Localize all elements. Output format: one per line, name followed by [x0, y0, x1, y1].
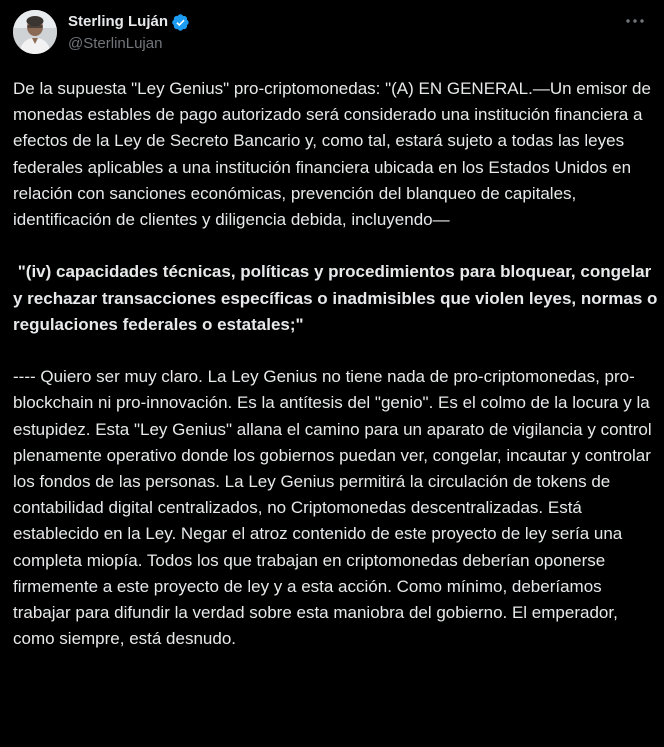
more-dots-icon: [625, 18, 645, 24]
more-options-button[interactable]: [624, 10, 646, 32]
author-display-name[interactable]: Sterling Luján: [68, 13, 169, 30]
author-handle[interactable]: @SterlinLujan: [68, 35, 163, 52]
tweet-header: [13, 10, 651, 58]
avatar[interactable]: [13, 10, 57, 54]
verified-badge-icon[interactable]: [171, 13, 190, 32]
name-row: [68, 12, 190, 32]
tweet-text: [13, 76, 663, 652]
tweet-paragraph-3: ---- Quiero ser muy claro. La Ley Genius no tiene nada de pro-criptomonedas, pro-blockchain ni pro-innovación. Es la antítesis del "genio". Es el colmo de la locura y la estupidez. Esta "Ley Genius" allana el camino para un aparato de vigilancia y control plenamente operativo donde los gobiernos puedan ver, congelar, incautar y controlar los fondos de las personas. La Ley Genius permitirá la circulación de tokens de contabilidad digital centralizados, no Criptomonedas descentralizadas. Está establecido en la Ley. Negar el atroz contenido de este proyecto de ley sería una completa miopía. Todos los que trabajan en criptomonedas deberían oponerse firmemente a este proyecto de ley y a esta acción. Como mínimo, deberíamos trabajar para difundir la verdad sobre esta maniobra del gobierno. El emperador, como siempre, está desnudo.: [13, 367, 652, 649]
tweet-paragraph-1: De la supuesta "Ley Genius" pro-criptomonedas: "(A) EN GENERAL.—Un emisor de monedas estables de pago autorizado será considerado una institución financiera a efectos de la Ley de Secreto Bancario y, como tal, estará sujeto a todas las leyes federales aplicables a una institución financiera ubicada en los Estados Unidos en relación con sanciones económicas, prevención del blanqueo de capitales, identificación de clientes y diligencia debida, incluyendo—: [13, 79, 651, 230]
paragraph-gap: [13, 233, 658, 259]
paragraph-gap: [13, 338, 658, 364]
tweet-paragraph-quote: "(iv) capacidades técnicas, políticas y procedimientos para bloquear, congelar y rechazar transacciones específicas o inadmisibles que violen leyes, normas o regulaciones federales o estatales;": [13, 262, 663, 334]
author-names: [68, 12, 190, 54]
avatar-photo-icon: [13, 10, 57, 54]
